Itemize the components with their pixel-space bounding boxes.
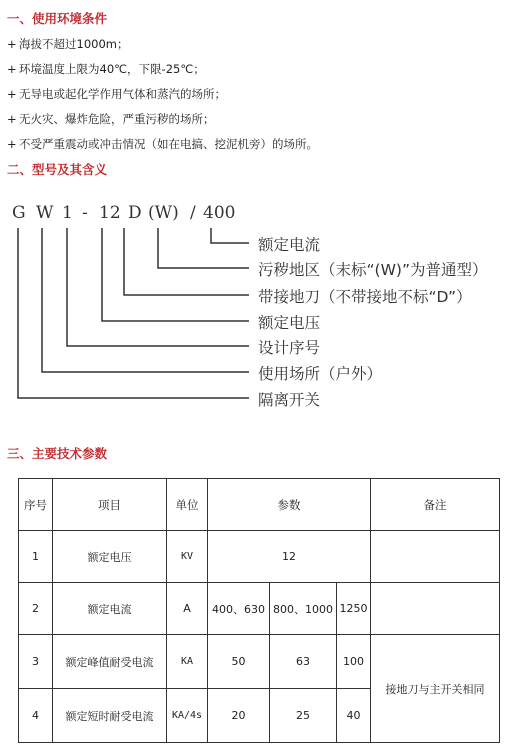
header-item: 项目 — [53, 479, 167, 531]
row-value: 100 — [337, 635, 371, 689]
row-note — [371, 531, 500, 583]
condition-item: + 不受严重震动或冲击情况（如在电搞、挖泥机旁）的场所。 — [7, 137, 318, 151]
row-item: 额定电压 — [53, 531, 167, 583]
connector-line — [211, 228, 249, 243]
section-title-conditions: 一、使用环境条件 — [7, 11, 108, 26]
table-row — [19, 583, 500, 635]
code-part: W — [36, 203, 54, 223]
condition-item: + 无导电或起化学作用气体和蒸汽的场所； — [7, 87, 226, 101]
condition-item: + 无火灾、爆炸危险，严重污秽的场所； — [7, 112, 215, 126]
code-part: (W) — [148, 203, 179, 223]
condition-item: + 海拔不超过1000m； — [7, 37, 129, 51]
bullet-plus-icon: + — [7, 112, 17, 126]
row-unit: KV — [167, 531, 208, 583]
row-item: 额定电流 — [53, 583, 167, 635]
row-value: 20 — [208, 689, 270, 743]
row-item: 额定峰值耐受电流 — [53, 635, 167, 689]
header-note: 备注 — [371, 479, 500, 531]
row-unit: A — [167, 583, 208, 635]
code-part: 12 — [99, 203, 121, 223]
code-part: 400 — [203, 203, 236, 223]
header-param: 参数 — [208, 479, 371, 531]
row-value: 40 — [337, 689, 371, 743]
row-value: 50 — [208, 635, 270, 689]
section-title-params: 三、主要技术参数 — [7, 446, 108, 461]
row-value: 63 — [270, 635, 337, 689]
meaning-rated-voltage: 额定电压 — [258, 314, 321, 332]
bullet-plus-icon: + — [7, 37, 17, 51]
code-part: - — [82, 203, 88, 223]
row-value: 400、630 — [208, 583, 270, 635]
connector-line — [102, 228, 249, 321]
row-value: 1250 — [337, 583, 371, 635]
meaning-design-number: 设计序号 — [258, 339, 321, 357]
bullet-plus-icon: + — [7, 87, 17, 101]
section-title-model: 二、型号及其含义 — [7, 162, 108, 177]
row-note-merged: 接地刀与主开关相同 — [371, 635, 500, 743]
meaning-disconnector: 隔离开关 — [258, 391, 321, 409]
meaning-usage-place: 使用场所（户外） — [258, 365, 383, 383]
row-value: 12 — [208, 531, 371, 583]
code-part: / — [190, 203, 196, 223]
row-no: 1 — [19, 531, 53, 583]
connector-line — [18, 228, 249, 398]
header-no: 序号 — [19, 479, 53, 531]
row-item: 额定短时耐受电流 — [53, 689, 167, 743]
table-row — [19, 635, 500, 689]
connector-line — [67, 228, 249, 346]
row-unit: KA/4s — [167, 689, 208, 743]
table-header-row — [19, 479, 500, 531]
meaning-pollution: 污秽地区（末标“(W)”为普通型） — [258, 261, 488, 279]
code-part: D — [128, 203, 142, 223]
connector-line — [158, 228, 249, 268]
row-unit: KA — [167, 635, 208, 689]
row-note — [371, 583, 500, 635]
bullet-plus-icon: + — [7, 62, 17, 76]
header-unit: 单位 — [167, 479, 208, 531]
meaning-rated-current: 额定电流 — [258, 236, 321, 254]
table-row — [19, 531, 500, 583]
connector-line — [124, 228, 249, 295]
row-value: 25 — [270, 689, 337, 743]
meaning-earthing-knife: 带接地刀（不带接地不标“D”） — [258, 288, 472, 306]
row-no: 4 — [19, 689, 53, 743]
row-value: 800、1000 — [270, 583, 337, 635]
code-part: G — [12, 203, 26, 223]
bullet-plus-icon: + — [7, 137, 17, 151]
code-part: 1 — [62, 203, 73, 223]
row-no: 2 — [19, 583, 53, 635]
connector-line — [42, 228, 249, 372]
row-no: 3 — [19, 635, 53, 689]
params-table — [18, 478, 500, 743]
condition-item: + 环境温度上限为40℃，下限-25℃； — [7, 62, 205, 76]
